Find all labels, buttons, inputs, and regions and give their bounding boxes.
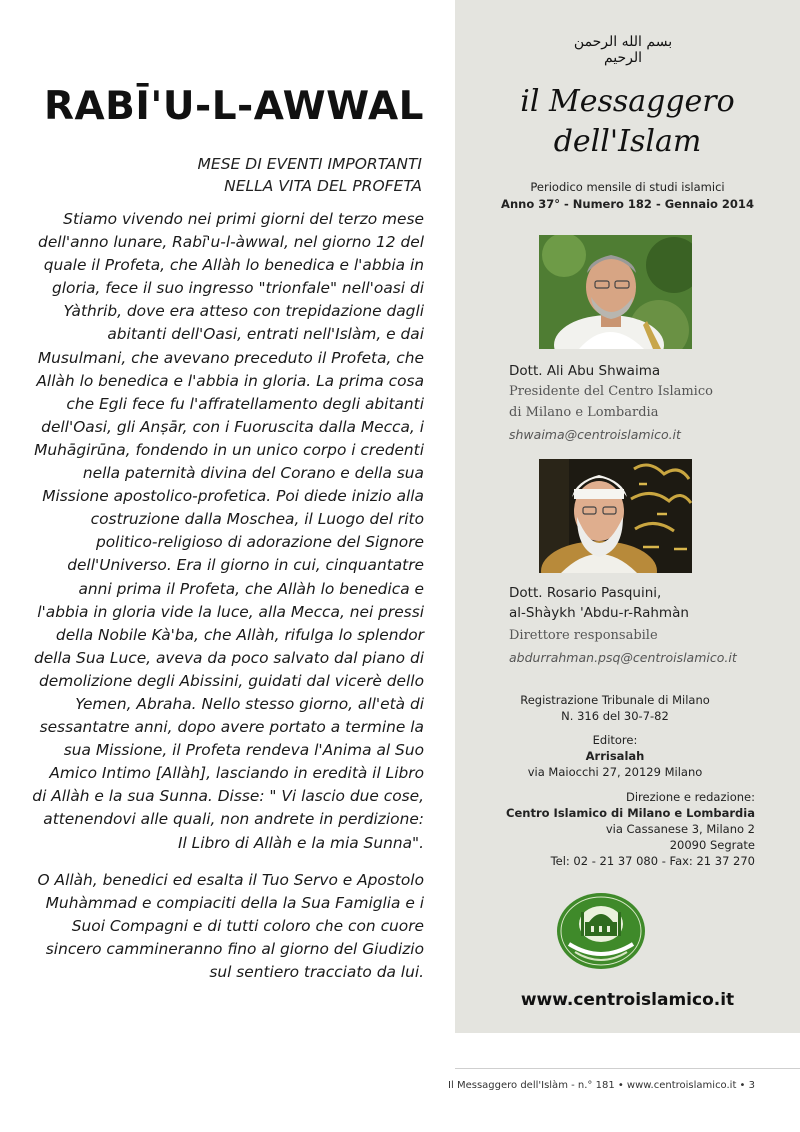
editorial-phone: Tel: 02 - 21 37 080 - Fax: 21 37 270 [550,854,755,868]
registration-line: N. 316 del 30-7-82 [561,709,669,723]
portrait-illustration [539,235,692,349]
masthead-title [455,82,800,162]
person-email[interactable]: shwaima@centroislamico.it [509,427,681,442]
basmala-calligraphy: بسم الله الرحمن الرحيم [573,34,673,66]
registration-line: Registrazione Tribunale di Milano [520,693,710,707]
registration-info [455,692,775,724]
person-role: di Milano e Lombardia [509,405,659,420]
article-body [32,208,424,998]
article-paragraph: Stiamo vivendo nei primi giorni del terzo mese dell'anno lunare, Rabī'u-l-àwwal, nel giorno 12 del quale il Profeta, che Allàh lo benedica e l'abbia in gloria, fece il suo ingresso "trionfale" nell'oasi di Yàthrib, dove era atteso con trepidazione dagli abitanti dell'Oasi, entrati nell'Islàm, e dai Musulmani, che avevano preceduto il Profeta, che Allàh lo benedica e l'abbia in gloria. La prima cosa che Egli fece fu l'affratellamento degli abitanti dell'Oasi, gli Anṣār, con i Fuoruscita dalla Mecca, i Muhāgirūna, fondendo in un unico corpo i credenti nella paternità divina del Corano e della sua Missione apostolico-profetica. Poi diede inizio alla costruzione dalla Moschea, il Luogo del rito politico-religioso di adorazione del Signore dell'Universo. Era il giorno in cui, cinquantatre anni prima il Profeta, che Allàh lo benedica e l'abbia in gloria vide la luce, alla Mecca, nei pressi della Nobile Kà'ba, che Allàh, rifulga lo splendor della Sua Luce, aveva da poco salvato dal piano di demolizione degli Abissini, guidati dal vicerè dello Yemen, Abraha. Nello stesso giorno, all'età di sessantatre anni, dopo avere portato a termine la sua Missione, il Profeta rendeva l'Anima al Suo Amico Intimo [Allàh], lasciando in eredità il Libro di Allàh e la sua Sunna. Disse: " Vi lascio due cose, attenendovi alle quali, non andrete in perdizione: Il Libro di Allàh e la mia Sunna". [32,210,424,852]
masthead-line: dell'Islam [553,124,702,159]
subtitle-line: NELLA VITA DEL PROFETA [224,177,422,195]
publisher-label: Editore: [592,733,638,747]
editorial-name: Centro Islamico di Milano e Lombardia [506,806,755,820]
article-paragraph: O Allàh, benedici ed esalta il Tuo Servo e Apostolo Muhàmmad e compiaciti della la Sua Famiglia e i Suoi Compagni e di tutti coloro che con cuore sincero cammineranno fino al giorno del Giudizio sul sentiero tracciato da lui. [37,870,424,981]
article-subtitle [62,153,422,197]
person-role: Presidente del Centro Islamico [509,384,713,399]
issue-info: Anno 37° - Numero 182 - Gennaio 2014 [501,197,754,211]
article-title: RABĪ'U-L-AWWAL [43,84,424,129]
person-email[interactable]: abdurrahman.psq@centroislamico.it [509,650,737,665]
subtitle-line: MESE DI EVENTI IMPORTANTI [197,155,422,173]
person-role: Direttore responsabile [509,628,658,643]
editorial-info [455,789,755,869]
centro-islamico-logo [545,888,657,974]
person-name: Dott. Ali Abu Shwaima [509,363,661,379]
publisher-address: via Maiocchi 27, 20129 Milano [527,765,703,779]
editorial-label: Direzione e redazione: [625,790,755,804]
website-link[interactable]: www.centroislamico.it [520,990,735,1010]
person-name: Dott. Rosario Pasquini, [509,585,662,601]
mosque-logo-icon [545,888,657,974]
person-name: al-Shàykh 'Abdu-r-Rahmàn [509,605,689,621]
portrait-photo [539,459,692,573]
footer-divider [455,1068,800,1069]
portrait-photo [539,235,692,349]
masthead-sidebar [455,0,800,1033]
page-footer: Il Messaggero dell'Islàm - n.° 181 • www.centroislamico.it • 3 [448,1080,755,1091]
publisher-name: Arrisalah [585,749,645,763]
portrait-illustration [539,459,692,573]
editorial-address: via Cassanese 3, Milano 2 [605,822,755,836]
editorial-address: 20090 Segrate [669,838,755,852]
masthead-line: il Messaggero [520,84,735,119]
tagline: Periodico mensile di studi islamici [530,180,725,194]
publisher-info [455,732,775,780]
